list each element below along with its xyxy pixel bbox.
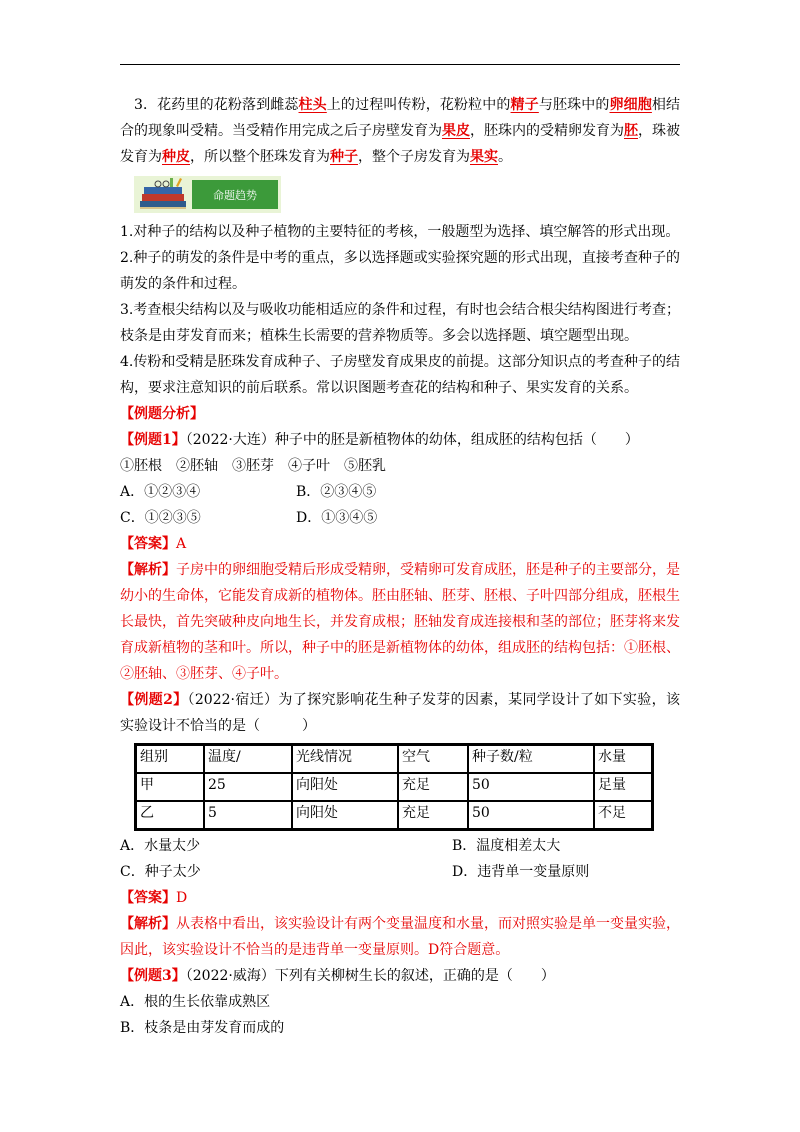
question-1-answer [120,531,680,557]
text: ，所以整个胚珠发育为 [190,149,330,165]
table-cell: 不足 [594,801,652,829]
table-row [136,801,652,829]
keyword: 柱头 [298,97,327,113]
question-1-options-row-1 [120,479,680,505]
question-tag: 【例题1】 [120,432,186,448]
table-cell: 50 [468,801,594,829]
keyword: 果皮 [442,123,470,139]
table-cell: 充足 [398,773,468,801]
books-icon [134,176,281,213]
question-text: （2022·宿迁）为了探究影响花生种子发芽的因素，某同学设计了如下实验，该实验设计不恰当的是（ ） [120,692,681,734]
question-2-answer [120,885,680,911]
question-tag: 【例题2】 [120,692,188,708]
text: ，胚珠内的受精卵发育为 [470,123,624,139]
option-c: C．种子太少 [120,864,201,880]
question-2-options-row-1 [120,833,680,859]
option-d: D．违背单一变量原则 [452,864,590,880]
analysis-text: 从表格中看出，该实验设计有两个变量温度和水量，而对照实验是单一变量实验，因此，该实验设计不恰当的是违背单一变量原则。D符合题意。 [120,916,680,958]
table-header-cell: 组别 [136,745,204,773]
keyword: 果实 [470,149,498,165]
analysis-tag: 【解析】 [120,562,176,578]
question-2-analysis [120,911,680,963]
keyword: 种子 [330,149,358,165]
knowledge-point-3 [120,92,680,170]
table-cell: 充足 [398,801,468,829]
question-1-options-row-2 [120,505,680,531]
option-a: A．根的生长依靠成熟区 [120,994,271,1010]
option-a: A．水量太少 [120,838,201,854]
answer-value: A [176,536,187,552]
experiment-table [134,743,654,831]
option-d: D．①③④⑤ [296,510,378,526]
question-2-options-row-2 [120,859,680,885]
header-rule [120,64,680,65]
text: ，珠被发育为 [120,123,680,165]
answer-tag: 【答案】 [120,536,176,552]
table-cell: 乙 [136,801,204,829]
page-content [120,92,680,1041]
trend-item: 4.传粉和受精是胚珠发育成种子、子房壁发育成果皮的前提。这部分知识点的考查种子的结构，要求注意知识的前后联系。常以识图题考查花的结构和种子、果实发育的关系。 [120,354,680,396]
text: 。 [498,149,512,165]
table-cell: 25 [204,773,292,801]
table-cell: 50 [468,773,594,801]
answer-value: D [176,890,188,906]
analysis-text: 子房中的卵细胞受精后形成受精卵，受精卵可发育成胚，胚是种子的主要部分，是幼小的生命体，它能发育成新的植物体。胚由胚轴、胚芽、胚根、子叶四部分组成，胚根生长最快，首先突破种皮向地生长，并发育成根；胚轴发育成连接根和茎的部位；胚芽将来发育成新植物的茎和叶。所以，种子中的胚是新植物体的幼体，组成胚的结构包括：①胚根、②胚轴、③胚芽、④子叶。 [120,562,680,682]
question-1-items: ①胚根 ②胚轴 ③胚芽 ④子叶 ⑤胚乳 [120,458,386,474]
option-b: B．②③④⑤ [296,484,377,500]
text: 上的过程叫传粉，花粉粒中的 [326,97,511,113]
section-title: 【例题分析】 [120,406,204,422]
table-header-row [136,745,652,773]
table-header-cell: 温度/ [204,745,292,773]
table-header-cell: 空气 [398,745,468,773]
trend-item: 3.考查根尖结构以及与吸收功能相适应的条件和过程，有时也会结合根尖结构图进行考查；枝条是由芽发育而来；植株生长需要的营养物质等。多会以选择题、填空题型出现。 [120,302,680,344]
text: ，整个子房发育为 [358,149,470,165]
table-cell: 向阳处 [292,801,398,829]
question-tag: 【例题3】 [120,968,186,984]
question-2-stem [120,687,680,739]
trend-item: 1.对种子的结构以及种子植物的主要特征的考核，一般题型为选择、填空解答的形式出现。 [120,224,680,240]
text: 3．花药里的花粉落到雌蕊 [134,97,299,113]
banner-label: 命题趋势 [213,189,257,202]
question-1-analysis [120,557,680,687]
keyword: 种皮 [162,149,190,165]
question-3-stem [120,963,680,989]
table-header-cell: 水量 [594,745,652,773]
table-header-cell: 种子数/粒 [468,745,594,773]
question-1-stem [120,427,680,453]
option-c: C．①②③⑤ [120,510,201,526]
question-text: （2022·大连）种子中的胚是新植物体的幼体，组成胚的结构包括（ ） [185,432,639,448]
question-text: （2022·威海）下列有关柳树生长的叙述，正确的是（ ） [185,968,555,984]
table-cell: 足量 [594,773,652,801]
option-b: B．温度相差太大 [452,838,561,854]
text: 与胚珠中的 [538,97,610,113]
table-header-cell: 光线情况 [292,745,398,773]
trend-banner [134,176,281,213]
option-b: B．枝条是由芽发育而成的 [120,1020,285,1036]
analysis-tag: 【解析】 [120,916,176,932]
keyword: 胚 [624,123,638,139]
text: 相结合的现象叫受精。当受精作用完成之后子房壁发育为 [120,97,681,139]
keyword: 精子 [510,97,539,113]
trend-item: 2.种子的萌发的条件是中考的重点，多以选择题或实验探究题的形式出现，直接考查种子的萌发的条件和过程。 [120,250,680,292]
table-cell: 向阳处 [292,773,398,801]
table-cell: 5 [204,801,292,829]
table-row [136,773,652,801]
answer-tag: 【答案】 [120,890,176,906]
option-a: A．①②③④ [120,484,201,500]
keyword: 卵细胞 [609,97,652,113]
table-cell: 甲 [136,773,204,801]
